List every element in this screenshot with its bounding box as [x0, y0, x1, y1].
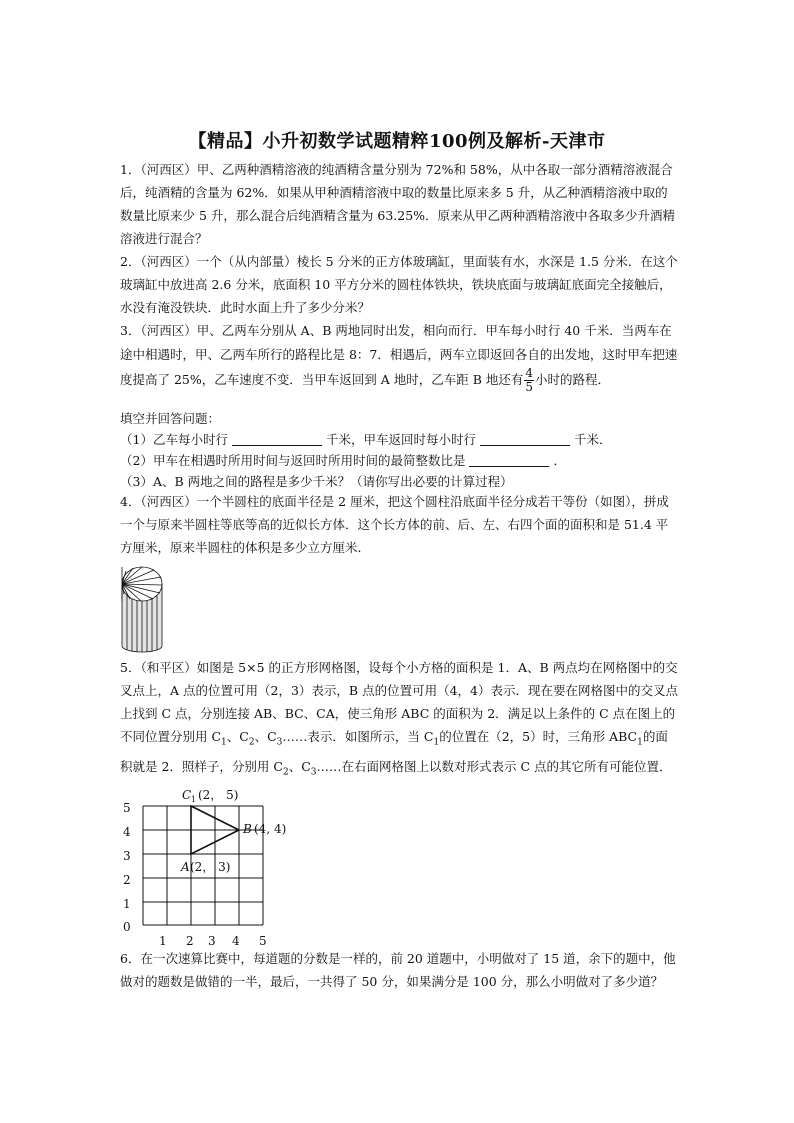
half-cylinder-figure — [118, 564, 168, 656]
answer-blank-1[interactable] — [232, 431, 322, 446]
q5-sep: 、C — [288, 758, 311, 774]
sub-2-text-a: （2）甲车在相遇时所用时间与返回时所用时间的最简整数比是 — [120, 453, 466, 468]
grid-figure — [110, 782, 310, 952]
point-c1-label: C — [182, 788, 192, 802]
y-tick-label: 0 — [123, 920, 131, 934]
q5-sub: 2 — [282, 767, 289, 777]
q5-sub: 2 — [248, 737, 255, 748]
sub-1-text-c: 千米． — [573, 432, 612, 447]
x-tick-label: 2 — [186, 934, 194, 948]
question-2: 2．（河西区）一个（从内部量）棱长 5 分米的正方体玻璃缸，里面装有水，水深是 1.5 分米．在这个玻璃缸中放进高 2.6 分米，底面积 10 平方分米的圆柱体铁块，铁块底面与玻璃缸底面完全接触后，水没有淹没铁块．此时水面上升了多少分米？ — [120, 254, 678, 315]
y-tick-label: 5 — [123, 801, 131, 815]
q5-sub: 1 — [637, 737, 643, 748]
question-3-sub-1 — [120, 429, 680, 450]
question-3-text-a: 3．（河西区）甲、乙两车分别从 A、B 两地同时出发，相向而行．甲车每小时行 40 千米．当两车在途中相遇时，甲、乙两车所行的路程比是 8：7．相遇后，两车立即返回各自的出发地，这时甲车把速度提高了 25%，乙车速度不变．当甲车返回到 A 地时，乙车距 B 地还有 — [120, 323, 678, 387]
y-tick-label: 4 — [123, 825, 131, 839]
q5-sub: 1 — [221, 737, 227, 748]
point-b-label: B — [243, 822, 252, 836]
question-3-sub-3: （3）A、B 两地之间的路程是多少千米？（请你写出必要的计算过程） — [120, 474, 513, 489]
fraction-numerator: 4 — [525, 366, 534, 380]
q5-text-e: ……在右面网格图上以数对形式表示 C 点的其它所有可能位置． — [316, 758, 672, 774]
y-tick-label: 3 — [123, 849, 131, 863]
answer-blank-2[interactable] — [480, 431, 570, 446]
q5-text-b: ……表示．如图所示，当 C — [282, 729, 434, 744]
question-3-sub-2 — [120, 450, 680, 471]
point-b-coord: (4, 4) — [254, 822, 287, 836]
question-3 — [120, 319, 680, 394]
q5-sub: 1 — [433, 737, 440, 748]
sub-2-text-b: ． — [553, 453, 566, 468]
point-a-label: A — [181, 860, 190, 874]
page-title: 【精品】小升初数学试题精粹100例及解析-天津市 — [188, 131, 606, 152]
q5-sub: 3 — [276, 737, 283, 748]
question-3-text-b: 小时的路程． — [535, 372, 611, 387]
q5-sep: 、C — [254, 729, 277, 744]
sub-1-text-b: 千米，甲车返回时每小时行 — [325, 432, 476, 447]
fraction-four-fifths — [524, 367, 534, 394]
question-6: 6．在一次速算比赛中，每道题的分数是一样的，前 20 道题中，小明做对了 15 道，余下的题中，他做对的题数是做错的一半，最后，一共得了 50 分，如果满分是 100 分，那么小明做对了多少道？ — [120, 951, 676, 989]
x-tick-label: 4 — [232, 934, 240, 948]
y-tick-label: 1 — [123, 897, 131, 911]
question-3-fill-instruction: 填空并回答问题： — [120, 411, 221, 426]
x-tick-label: 5 — [259, 934, 267, 948]
q5-sub: 3 — [310, 767, 317, 777]
x-tick-label: 3 — [208, 934, 216, 948]
q5-text-c: 的位置在（2，5）时，三角形 ABC — [439, 729, 638, 744]
y-tick-label: 2 — [123, 873, 131, 887]
answer-blank-3[interactable] — [469, 452, 549, 467]
q5-text-a: 5．（和平区）如图是 5×5 的正方形网格图，设每个小方格的面积是 1．A、B 两点均在网格图中的交叉点上，A 点的位置可用（2，3）表示，B 点的位置可用（4，4）表示．现在要在网格图中的交叉点上找到 C 点，分别连接 AB、BC、CA，使三角形 ABC 的面积为 2．满足以上条件的 C 点在图上的不同位置分别用 C — [120, 660, 678, 744]
point-c1-subscript: 1 — [191, 795, 197, 804]
q5-text-d: 的面积就是 2．照样子，分别用 C — [120, 729, 668, 774]
q5-sep: 、C — [226, 729, 249, 744]
x-tick-label: 1 — [159, 934, 167, 948]
fraction-denominator: 5 — [525, 380, 534, 394]
point-c1-coord: (2， 5) — [198, 788, 239, 802]
sub-1-text-a: （1）乙车每小时行 — [120, 432, 228, 447]
point-a-coord: (2， 3) — [190, 860, 231, 874]
question-5 — [120, 656, 680, 784]
question-1: 1．（河西区）甲、乙两种酒精溶液的纯酒精含量分别为 72%和 58%，从中各取一部分酒精溶液混合后，纯酒精的含量为 62%．如果从甲种酒精溶液中取的数量比原来多 5 升，从乙种酒精溶液中取的数量比原来少 5 升，那么混合后纯酒精含量为 63.25%．原来从甲乙两种酒精溶液中各取多少升酒精溶液进行混合？ — [120, 162, 676, 246]
question-4: 4．（河西区）一个半圆柱的底面半径是 2 厘米，把这个圆柱沿底面半径分成若干等份（如图），拼成一个与原来半圆柱等底等高的近似长方体．这个长方体的前、后、左、右四个面的面积和是 51.4 平方厘米，原来半圆柱的体积是多少立方厘米． — [120, 494, 669, 555]
